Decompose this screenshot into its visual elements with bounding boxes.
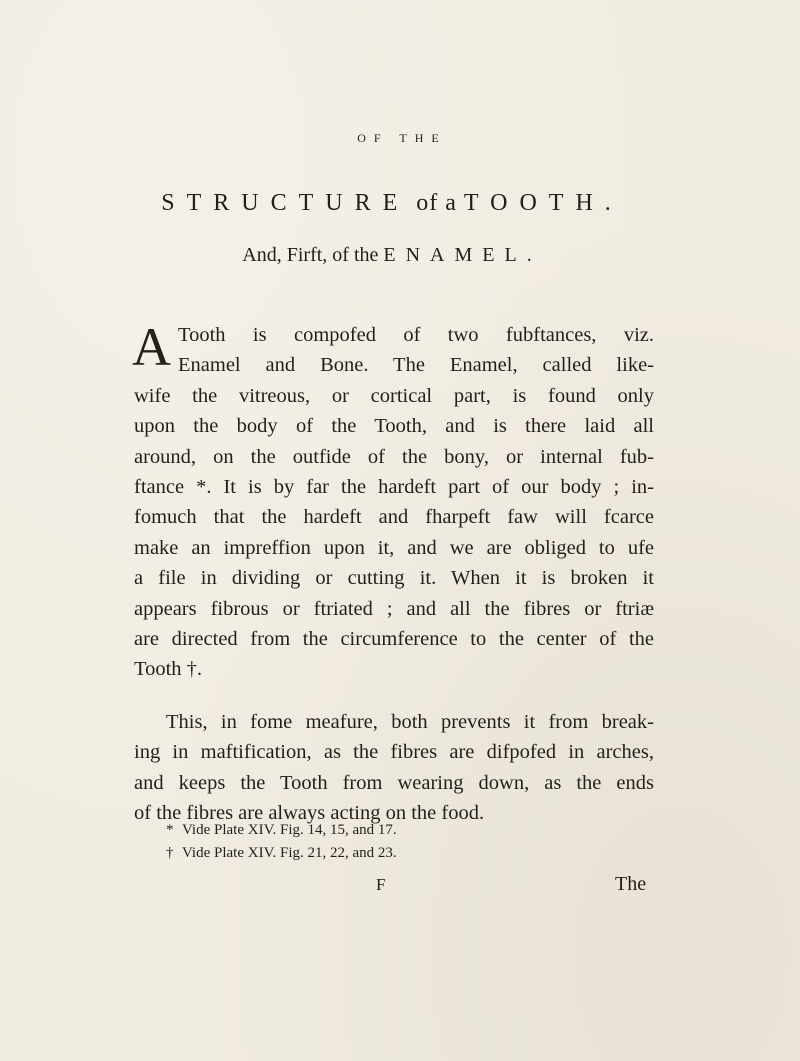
drop-cap-block <box>132 317 654 381</box>
running-head: OF THE <box>357 131 447 145</box>
paragraph-line: This, in fome meafure, both prevents it from break- <box>166 710 654 733</box>
catchword: The <box>615 873 647 895</box>
body-text <box>132 317 654 829</box>
paragraph-line: a file in dividing or cutting it. When it is broken it <box>134 567 654 590</box>
footnote-text: Vide Plate XIV. Fig. 21, 22, and 23. <box>182 845 397 861</box>
paragraph-line: wife the vitreous, or cortical part, is found only <box>134 384 654 407</box>
subtitle-enamel: ENAMEL. <box>383 244 542 266</box>
footnotes <box>166 819 397 865</box>
paragraph-line: make an impreffion upon it, and we are obliged to ufe <box>134 536 654 559</box>
section-subtitle <box>112 244 672 267</box>
drop-cap: A <box>132 317 171 377</box>
paragraph-line: fomuch that the hardeft and fharpeft faw will fcarce <box>134 506 654 529</box>
paragraph-line: ftance *. It is by far the hardeft part of our body ; in- <box>134 476 654 499</box>
footnote <box>166 819 397 842</box>
paragraph-2 <box>134 707 654 829</box>
paragraph-line: and keeps the Tooth from wearing down, as the ends <box>134 771 654 794</box>
signature-mark: F <box>376 875 387 894</box>
paragraph-line: appears fibrous or ftriated ; and all the fibres or ftriæ <box>134 597 654 620</box>
paragraph-line: of the fibres are always acting on the food. <box>134 802 485 825</box>
footnote <box>166 842 397 865</box>
footnote-mark: * <box>166 822 174 838</box>
title-tooth: TOOTH. <box>463 190 623 216</box>
footnote-text: Vide Plate XIV. Fig. 14, 15, and 17. <box>182 822 397 838</box>
chapter-title <box>112 190 672 217</box>
footnote-mark: † <box>166 845 174 861</box>
title-of-a: of a <box>416 190 457 216</box>
paragraph-1 <box>132 317 654 685</box>
paragraph-line: Tooth is compofed of two fubftances, viz. <box>178 324 654 346</box>
paragraph-line: Tooth †. <box>134 658 203 681</box>
subtitle-first: And, Firft, of the <box>242 244 379 266</box>
paragraph-line: Enamel and Bone. The Enamel, called like- <box>178 354 654 377</box>
title-structure: STRUCTURE <box>161 190 410 216</box>
paragraph-line: are directed from the circumference to the center of the <box>134 628 654 651</box>
paragraph-line: around, on the outfide of the bony, or internal fub- <box>134 445 654 468</box>
paragraph-line: ing in maftification, as the fibres are difpofed in arches, <box>134 741 654 764</box>
paragraph-line: upon the body of the Tooth, and is there laid all <box>134 415 654 438</box>
